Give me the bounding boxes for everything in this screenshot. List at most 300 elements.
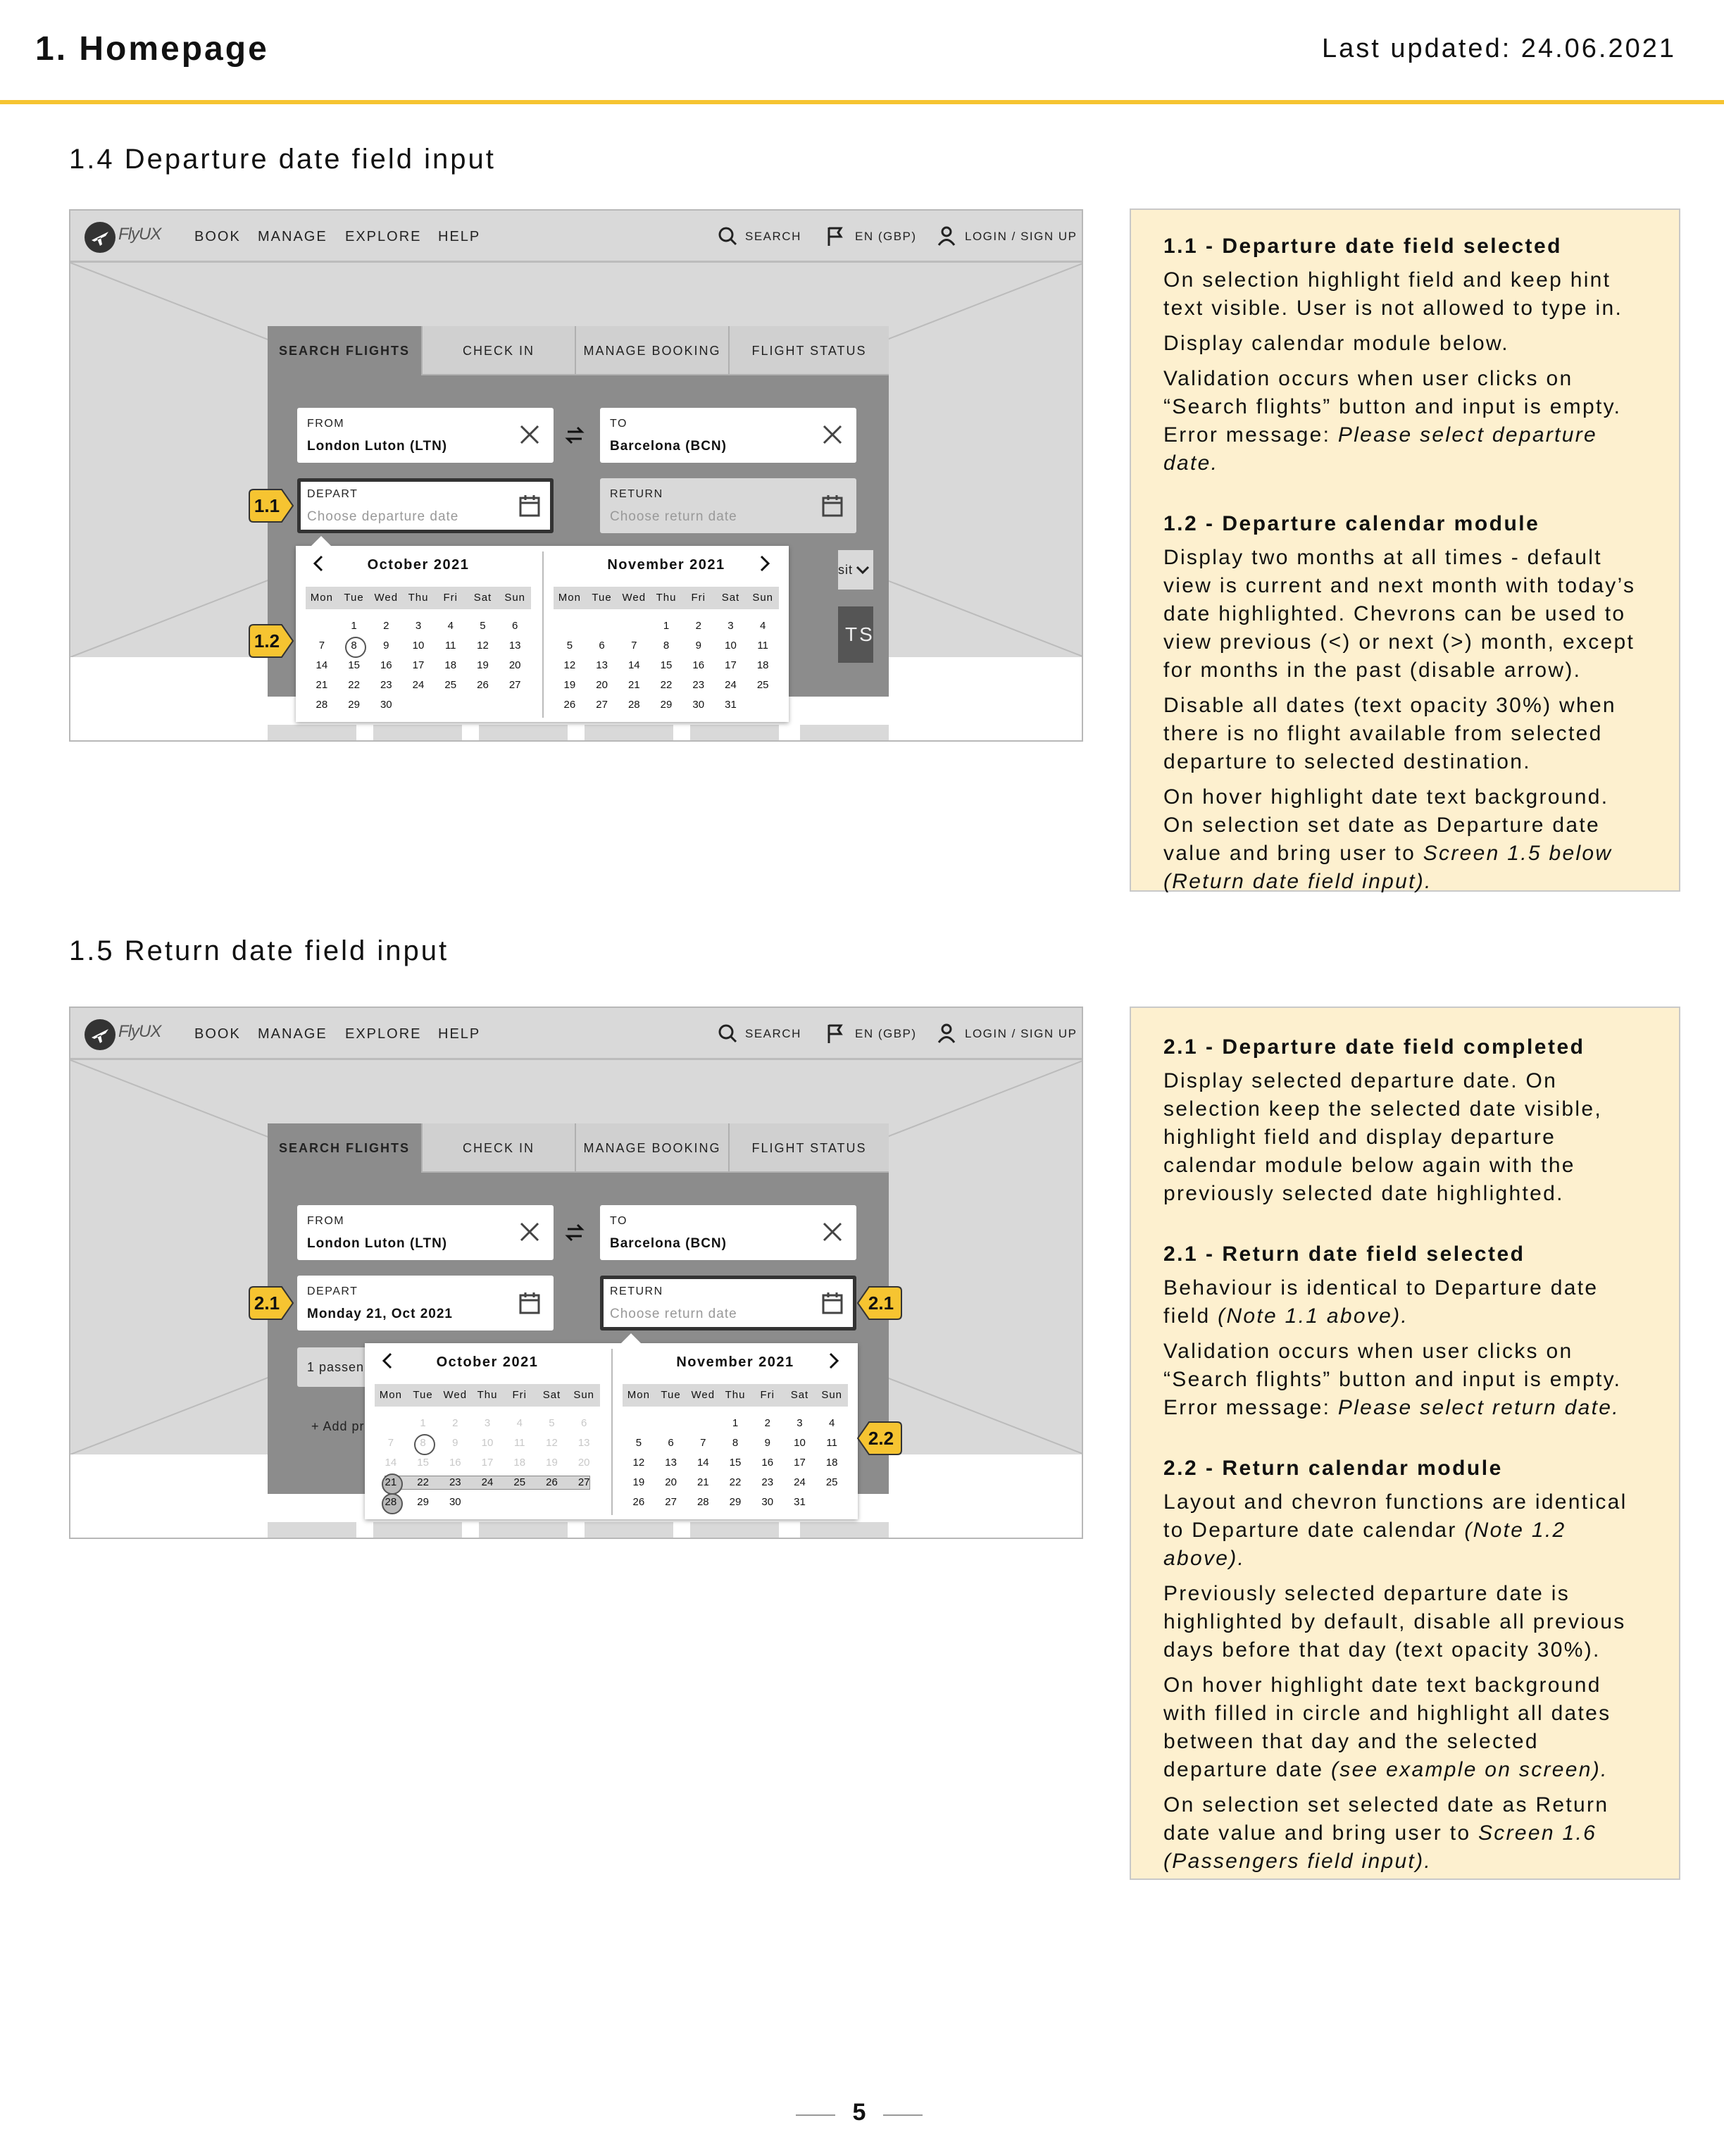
calendar-day[interactable]: 11	[444, 640, 456, 652]
calendar-day[interactable]: 16	[761, 1457, 774, 1469]
calendar-day[interactable]: 30	[449, 1496, 461, 1508]
nav-login[interactable]: LOGIN / SIGN UP	[965, 230, 1078, 243]
calendar-day[interactable]: 31	[794, 1496, 806, 1508]
calendar-day[interactable]: 8	[732, 1437, 739, 1449]
calendar-day[interactable]: 10	[412, 640, 425, 652]
calendar-empty-cell	[618, 616, 650, 636]
user-icon[interactable]	[937, 225, 956, 247]
month-title: November 2021	[607, 557, 725, 573]
calendar-empty-cell	[816, 1493, 848, 1512]
calendar-day[interactable]: 27	[596, 699, 608, 711]
passengers-field[interactable]	[297, 1347, 368, 1387]
calendar-day[interactable]: 23	[692, 679, 705, 691]
calendar-day[interactable]: 13	[665, 1457, 677, 1469]
calendar-empty-cell	[747, 695, 779, 715]
calendar-day[interactable]: 8	[338, 636, 370, 656]
note-error-message: Please select return date.	[1337, 1396, 1620, 1419]
note-text-part: Validation occurs when user clicks on “Search flights” button and input is empty. Error message:	[1163, 1340, 1622, 1419]
tab-check-in[interactable]: CHECK IN	[421, 1123, 575, 1173]
calendar-week-row	[554, 636, 779, 656]
calendar-day[interactable]: 20	[508, 659, 521, 671]
day-grid	[375, 1414, 600, 1512]
calendar-day[interactable]: 19	[632, 1476, 645, 1488]
annotation-badge-1-1	[248, 488, 292, 523]
calendar-day[interactable]: 10	[794, 1437, 806, 1449]
calendar-day[interactable]: 29	[417, 1496, 429, 1508]
last-updated: Last updated: 24.06.2021	[1321, 34, 1676, 63]
calendar-week-row	[623, 1493, 848, 1512]
calendar-day[interactable]: 5	[549, 1417, 555, 1429]
to-label: TO	[610, 418, 627, 430]
calendar-day[interactable]: 19	[563, 679, 576, 691]
to-label: TO	[610, 1215, 627, 1227]
add-promo-link[interactable]	[297, 1416, 368, 1438]
calendar-day[interactable]: 5	[635, 1437, 642, 1449]
calendar-day[interactable]: 12	[563, 659, 576, 671]
nav-login[interactable]: LOGIN / SIGN UP	[965, 1027, 1078, 1040]
calendar-day[interactable]: 17	[412, 659, 425, 671]
flag-icon[interactable]	[825, 225, 845, 247]
nav-book[interactable]: BOOK	[194, 229, 241, 244]
calendar-day[interactable]: 24	[481, 1476, 494, 1488]
logo-text[interactable]: FlyUX	[118, 225, 161, 244]
calendar-day[interactable]: 25	[444, 679, 457, 691]
nav-language[interactable]: EN (GBP)	[855, 1027, 917, 1040]
note-text	[1163, 365, 1647, 478]
calendar-day[interactable]: 2	[452, 1417, 458, 1429]
search-icon[interactable]	[717, 1022, 738, 1045]
note-text	[1163, 1791, 1647, 1876]
calendar-day[interactable]: 1	[420, 1417, 426, 1429]
month-title: November 2021	[676, 1354, 794, 1370]
calendar-day[interactable]: 15	[348, 659, 360, 671]
calendar-day[interactable]: 12	[632, 1457, 645, 1469]
calendar-day[interactable]: 10	[481, 1437, 494, 1449]
calendar-day[interactable]: 20	[665, 1476, 677, 1488]
passengers-partial: 1 passen	[307, 1360, 365, 1374]
calendar-day[interactable]: 29	[660, 699, 673, 711]
calendar-day[interactable]: 18	[756, 659, 769, 671]
calendar-day[interactable]: 3	[727, 620, 734, 632]
note-text: Display calendar module below.	[1163, 332, 1509, 355]
note-text-part: Behaviour is identical to Departure date field	[1163, 1276, 1599, 1328]
calendar-day[interactable]: 24	[725, 679, 737, 691]
placeholder-box	[479, 1522, 568, 1539]
calendar-week-row	[623, 1473, 848, 1493]
calendar-day[interactable]: 29	[348, 699, 360, 711]
note-text	[1163, 783, 1647, 896]
calendar-day[interactable]: 27	[665, 1496, 677, 1508]
from-field[interactable]	[297, 1205, 554, 1260]
month-title: October 2021	[367, 557, 470, 573]
calendar-day[interactable]: 18	[825, 1457, 838, 1469]
calendar-day[interactable]: 3	[797, 1417, 803, 1429]
to-field[interactable]	[600, 408, 856, 463]
depart-label: DEPART	[307, 1285, 358, 1297]
calendar-day[interactable]: 6	[668, 1437, 674, 1449]
calendar-week-row	[375, 1473, 600, 1493]
calendar-day[interactable]: 18	[513, 1457, 526, 1469]
page-number: 5	[796, 2099, 923, 2126]
tab-search-flights[interactable]: SEARCH FLIGHTS	[268, 326, 421, 375]
calendar-empty-cell	[467, 695, 499, 715]
calendar-day[interactable]: 25	[825, 1476, 838, 1488]
calendar-empty-cell	[554, 616, 586, 636]
calendar-week-row	[306, 616, 531, 636]
calendar-day[interactable]: 29	[729, 1496, 742, 1508]
calendar-day[interactable]: 13	[508, 640, 521, 652]
plane-logo-icon[interactable]	[85, 1019, 115, 1050]
calendar-day[interactable]: 28	[375, 1493, 407, 1512]
calendar-day[interactable]: 25	[756, 679, 769, 691]
calendar-day[interactable]: 22	[417, 1476, 429, 1488]
weekday-header	[375, 1384, 600, 1407]
calendar-empty-cell	[375, 1414, 407, 1433]
calendar-day[interactable]: 15	[729, 1457, 742, 1469]
annotation-badge-2-1-return	[856, 1285, 900, 1321]
depart-field[interactable]	[297, 1276, 554, 1331]
placeholder-box	[479, 725, 568, 742]
section-title-1-5: 1.5 Return date field input	[69, 935, 449, 966]
weekday-header	[623, 1384, 848, 1407]
calendar-day[interactable]: 23	[449, 1476, 461, 1488]
calendar-day[interactable]: 26	[546, 1476, 558, 1488]
to-field[interactable]	[600, 1205, 856, 1260]
day-grid	[306, 616, 531, 715]
calendar-day[interactable]: 3	[484, 1417, 491, 1429]
from-field[interactable]	[297, 408, 554, 463]
calendar-day[interactable]: 26	[563, 699, 576, 711]
calendar-week-row	[554, 675, 779, 695]
weekday: Thu	[725, 1389, 746, 1401]
nav-manage[interactable]: MANAGE	[258, 229, 327, 244]
calendar-day[interactable]: 30	[380, 699, 392, 711]
calendar-day[interactable]: 4	[760, 620, 766, 632]
calendar-day[interactable]: 23	[380, 679, 392, 691]
calendar-divider	[611, 1349, 613, 1515]
note-heading: 2.1 - Return date field selected	[1163, 1242, 1525, 1266]
weekday: Fri	[691, 592, 706, 604]
calendar-day[interactable]: 15	[417, 1457, 429, 1469]
calendar-day[interactable]: 4	[516, 1417, 523, 1429]
calendar-divider	[542, 552, 544, 718]
calendar-day[interactable]: 6	[512, 620, 518, 632]
calendar-day[interactable]: 26	[632, 1496, 645, 1508]
nav-search[interactable]: SEARCH	[745, 230, 801, 243]
calendar-day[interactable]: 14	[627, 659, 640, 671]
calendar-day[interactable]: 13	[596, 659, 608, 671]
top-nav	[70, 1008, 1083, 1060]
calendar-week-row	[623, 1453, 848, 1473]
calendar-day[interactable]: 7	[387, 1437, 394, 1449]
calendar-day[interactable]: 28	[697, 1496, 709, 1508]
tab-search-flights[interactable]: SEARCH FLIGHTS	[268, 1123, 421, 1173]
calendar-week-row	[554, 695, 779, 715]
calendar-day[interactable]: 18	[444, 659, 457, 671]
weekday: Wed	[691, 1389, 716, 1401]
depart-label: DEPART	[307, 488, 358, 500]
note-text-part: On hover highlight date text background. On selection set date as Departure date value and bring user to	[1163, 785, 1609, 865]
flag-icon[interactable]	[825, 1022, 845, 1045]
calendar-day[interactable]: 17	[725, 659, 737, 671]
weekday: Mon	[310, 592, 333, 604]
weekday: Wed	[622, 592, 646, 604]
note-text	[1163, 1488, 1647, 1573]
nav-book[interactable]: BOOK	[194, 1026, 241, 1042]
calendar-week-row	[306, 675, 531, 695]
calendar-day[interactable]: 9	[764, 1437, 770, 1449]
nav-language[interactable]: EN (GBP)	[855, 230, 917, 243]
calendar-icon[interactable]	[518, 1291, 541, 1315]
badge-label: 2.1	[254, 1292, 280, 1314]
calendar-week-row	[306, 636, 531, 656]
nav-explore[interactable]: EXPLORE	[345, 229, 422, 244]
depart-value: Monday 21, Oct 2021	[307, 1307, 453, 1321]
nav-help[interactable]: HELP	[438, 1026, 481, 1042]
depart-field[interactable]	[297, 478, 554, 533]
close-icon[interactable]	[821, 1221, 844, 1243]
to-value: Barcelona (BCN)	[610, 1236, 727, 1251]
calendar-day[interactable]: 6	[599, 640, 605, 652]
weekday: Sat	[542, 1389, 561, 1401]
swap-icon[interactable]	[563, 1221, 586, 1245]
to-value: Barcelona (BCN)	[610, 439, 727, 454]
calendar-empty-cell	[499, 695, 531, 715]
calendar-day[interactable]: 2	[383, 620, 389, 632]
calendar-day[interactable]: 2	[764, 1417, 770, 1429]
calendar-empty-cell	[471, 1493, 504, 1512]
search-icon[interactable]	[717, 225, 738, 247]
departure-calendar	[296, 546, 789, 722]
tab-check-in[interactable]: CHECK IN	[421, 326, 575, 375]
weekday: Tue	[592, 592, 612, 604]
calendar-day[interactable]: 11	[826, 1437, 837, 1449]
calendar-week-row	[554, 616, 779, 636]
mockup-return	[69, 1007, 1083, 1539]
placeholder-box	[268, 725, 356, 742]
calendar-day[interactable]: 15	[660, 659, 673, 671]
page-header	[0, 0, 1724, 104]
tab-manage-booking[interactable]: MANAGE BOOKING	[575, 1123, 728, 1173]
weekday-header	[306, 587, 531, 609]
return-label: RETURN	[610, 488, 663, 500]
section-title-1-4: 1.4 Departure date field input	[69, 144, 496, 175]
weekday: Fri	[443, 592, 458, 604]
calendar-day[interactable]: 8	[407, 1433, 439, 1453]
search-flights-button[interactable]: TS	[838, 606, 873, 663]
calendar-day[interactable]: 22	[660, 679, 673, 691]
return-field[interactable]	[600, 478, 856, 533]
calendar-day[interactable]: 30	[692, 699, 705, 711]
calendar-day[interactable]: 14	[385, 1457, 397, 1469]
from-value: London Luton (LTN)	[307, 1236, 448, 1251]
calendar-empty-cell	[655, 1414, 687, 1433]
note-heading: 2.1 - Departure date field completed	[1163, 1035, 1585, 1059]
badge-label: 2.2	[868, 1428, 894, 1449]
weekday: Mon	[379, 1389, 402, 1401]
weekday: Sun	[504, 592, 526, 604]
calendar-day[interactable]: 30	[761, 1496, 774, 1508]
calendar-day[interactable]: 24	[794, 1476, 806, 1488]
badge-label: 2.1	[868, 1292, 894, 1314]
depart-placeholder: Choose departure date	[307, 509, 459, 524]
calendar-day[interactable]: 10	[725, 640, 737, 652]
calendar-day[interactable]: 27	[577, 1476, 590, 1488]
calendar-day[interactable]: 28	[627, 699, 640, 711]
placeholder-box	[690, 1522, 779, 1539]
calendar-day[interactable]: 21	[316, 679, 328, 691]
logo-text[interactable]: FlyUX	[118, 1022, 161, 1041]
calendar-day[interactable]: 8	[663, 640, 670, 652]
nav-help[interactable]: HELP	[438, 229, 481, 244]
calendar-day[interactable]: 20	[596, 679, 608, 691]
calendar-day[interactable]: 25	[513, 1476, 526, 1488]
calendar-empty-cell	[568, 1493, 600, 1512]
calendar-day[interactable]: 22	[348, 679, 360, 691]
calendar-day[interactable]: 9	[695, 640, 701, 652]
calendar-day[interactable]: 7	[700, 1437, 706, 1449]
calendar-empty-cell	[306, 616, 338, 636]
add-promo-partial: + Add pr	[311, 1419, 365, 1433]
weekday: Sat	[790, 1389, 809, 1401]
calendar-day[interactable]: 7	[318, 640, 325, 652]
calendar-day[interactable]: 19	[546, 1457, 558, 1469]
calendar-empty-cell	[623, 1414, 655, 1433]
page-title: 1. Homepage	[35, 30, 269, 68]
swap-icon[interactable]	[563, 423, 586, 447]
calendar-week-row	[623, 1433, 848, 1453]
plane-logo-icon[interactable]	[85, 222, 115, 253]
placeholder-box	[690, 725, 779, 742]
calendar-day[interactable]: 26	[477, 679, 489, 691]
calendar-day[interactable]: 5	[480, 620, 486, 632]
calendar-day[interactable]: 16	[692, 659, 705, 671]
note-ref: (see example on screen).	[1330, 1758, 1609, 1781]
calendar-day[interactable]: 5	[566, 640, 573, 652]
close-icon[interactable]	[518, 1221, 541, 1243]
weekday: Mon	[627, 1389, 650, 1401]
calendar-day[interactable]: 13	[577, 1437, 590, 1449]
calendar-day[interactable]: 19	[477, 659, 489, 671]
calendar-day[interactable]: 2	[695, 620, 701, 632]
badge-label: 1.1	[254, 495, 280, 516]
calendar-day[interactable]: 6	[581, 1417, 587, 1429]
weekday: Wed	[443, 1389, 468, 1401]
calendar-day[interactable]: 21	[697, 1476, 709, 1488]
calendar-week-row	[623, 1414, 848, 1433]
calendar-icon[interactable]	[821, 1291, 844, 1315]
note-text-part: Validation occurs when user clicks on “Search flights” button and input is empty. Error message:	[1163, 367, 1622, 447]
calendar-day[interactable]: 9	[452, 1437, 458, 1449]
note-return	[1130, 1007, 1680, 1880]
tab-manage-booking[interactable]: MANAGE BOOKING	[575, 326, 728, 375]
calendar-day[interactable]: 20	[577, 1457, 590, 1469]
placeholder-box	[373, 725, 462, 742]
nav-explore[interactable]: EXPLORE	[345, 1026, 422, 1042]
weekday: Sun	[573, 1389, 595, 1401]
note-text-part: On hover highlight date text background with filled in circle and highlight all dates between that day and the selected departure date	[1163, 1674, 1611, 1781]
transit-select[interactable]	[838, 550, 873, 590]
calendar-icon[interactable]	[821, 494, 844, 518]
placeholder-box	[800, 725, 889, 742]
calendar-day[interactable]: 16	[449, 1457, 461, 1469]
placeholder-box	[800, 1522, 889, 1539]
calendar-week-row	[554, 656, 779, 675]
calendar-day[interactable]: 1	[663, 620, 670, 632]
calendar-day[interactable]: 1	[732, 1417, 739, 1429]
calendar-week-row	[375, 1414, 600, 1433]
calendar-day[interactable]: 16	[380, 659, 392, 671]
annotation-badge-2-1	[248, 1285, 292, 1321]
tab-flight-status[interactable]: FLIGHT STATUS	[728, 1123, 889, 1173]
note-text	[1163, 1671, 1647, 1784]
calendar-day[interactable]: 24	[412, 679, 425, 691]
user-icon[interactable]	[937, 1022, 956, 1045]
calendar-empty-cell	[687, 1414, 719, 1433]
calendar-week-row	[306, 656, 531, 675]
calendar-day[interactable]: 14	[316, 659, 328, 671]
calendar-day[interactable]: 31	[725, 699, 737, 711]
return-label: RETURN	[610, 1285, 663, 1297]
weekday: Sun	[821, 1389, 843, 1401]
badge-label: 1.2	[254, 630, 280, 652]
calendar-day[interactable]: 12	[477, 640, 489, 652]
calendar-day[interactable]: 4	[447, 620, 454, 632]
close-icon[interactable]	[821, 423, 844, 446]
calendar-week-row	[375, 1433, 600, 1453]
calendar-day[interactable]: 11	[513, 1437, 525, 1449]
calendar-day[interactable]: 3	[415, 620, 422, 632]
calendar-day[interactable]: 23	[761, 1476, 774, 1488]
note-screen-ref: Screen 1.6 (Passengers field input).	[1163, 1821, 1597, 1873]
note-text: Disable all dates (text opacity 30%) when there is no flight available from selected departure to selected destination.	[1163, 694, 1616, 773]
calendar-day[interactable]: 14	[697, 1457, 709, 1469]
calendar-day[interactable]: 9	[383, 640, 389, 652]
calendar-day[interactable]: 27	[508, 679, 521, 691]
note-heading: 1.2 - Departure calendar module	[1163, 512, 1540, 535]
calendar-day[interactable]: 1	[351, 620, 357, 632]
note-text: Previously selected departure date is highlighted by default, disable all previous days before that day (text opacity 30%).	[1163, 1582, 1626, 1662]
note-text: Display two months at all times - default view is current and next month with today’s date highlighted. Chevrons can be used to view previous (<) or next (>) month, except for months in the past (disable arrow).	[1163, 546, 1636, 682]
calendar-day[interactable]: 4	[829, 1417, 835, 1429]
calendar-day[interactable]: 21	[375, 1473, 407, 1493]
calendar-day[interactable]: 11	[757, 640, 768, 652]
calendar-week-row	[375, 1493, 600, 1512]
close-icon[interactable]	[518, 423, 541, 446]
calendar-day[interactable]: 17	[481, 1457, 494, 1469]
weekday: Tue	[344, 592, 364, 604]
calendar-icon[interactable]	[518, 494, 541, 518]
tab-flight-status[interactable]: FLIGHT STATUS	[728, 326, 889, 375]
calendar-day[interactable]: 7	[631, 640, 637, 652]
calendar-empty-cell	[435, 695, 467, 715]
weekday: Wed	[374, 592, 399, 604]
annotation-badge-1-2	[248, 623, 292, 659]
calendar-day[interactable]: 21	[627, 679, 640, 691]
calendar-day[interactable]: 17	[794, 1457, 806, 1469]
calendar-day[interactable]: 22	[729, 1476, 742, 1488]
nav-manage[interactable]: MANAGE	[258, 1026, 327, 1042]
calendar-day[interactable]: 12	[546, 1437, 558, 1449]
nav-search[interactable]: SEARCH	[745, 1027, 801, 1040]
top-nav	[70, 211, 1083, 263]
annotation-badge-2-2	[856, 1421, 900, 1456]
calendar-caret	[311, 536, 331, 546]
note-heading: 1.1 - Departure date field selected	[1163, 235, 1563, 258]
calendar-day[interactable]: 28	[316, 699, 328, 711]
note-ref: (Note 1.1 above).	[1218, 1304, 1409, 1328]
return-field[interactable]	[600, 1276, 856, 1331]
